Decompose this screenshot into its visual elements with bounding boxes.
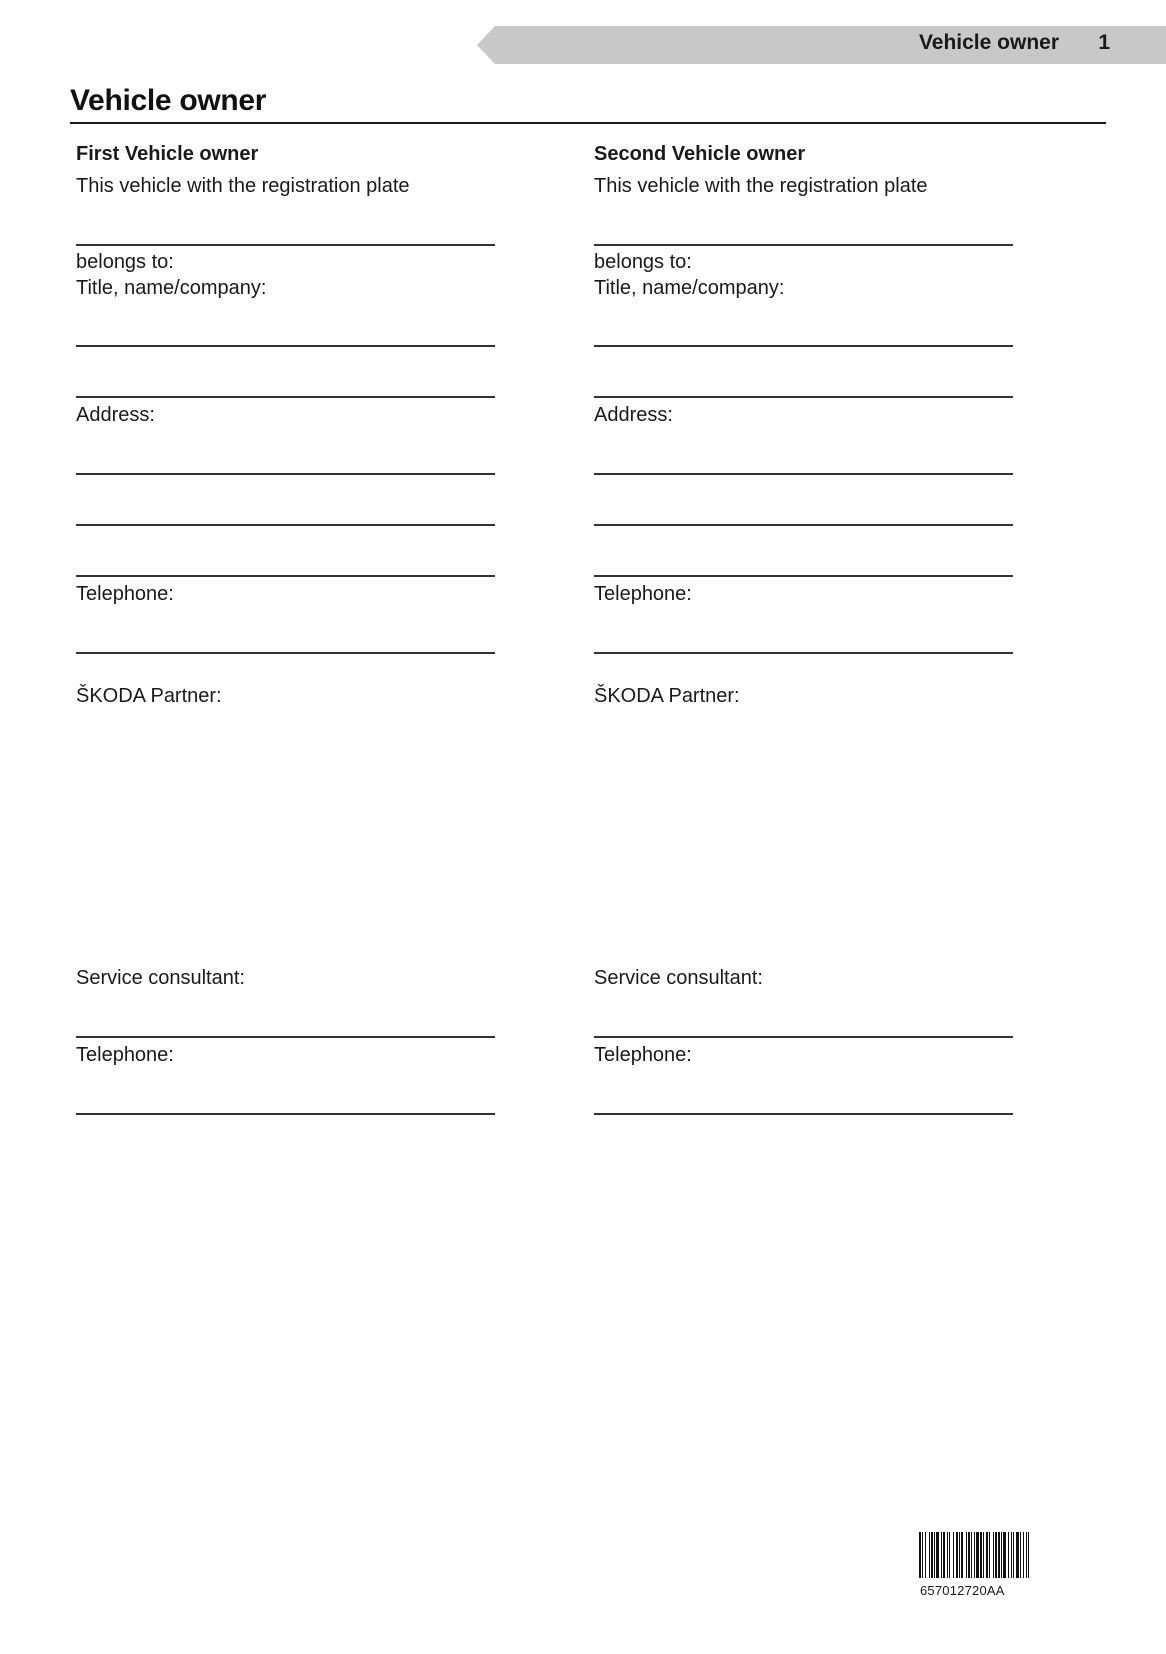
name-company-field[interactable] xyxy=(76,396,495,398)
telephone-field[interactable] xyxy=(76,652,495,654)
address-field[interactable] xyxy=(594,575,1013,577)
telephone-label: Telephone: xyxy=(594,583,692,605)
plate-intro: This vehicle with the registration plate xyxy=(594,175,928,197)
name-company-label: Title, name/company: xyxy=(76,277,267,299)
registration-plate-field[interactable] xyxy=(76,244,495,246)
address-field[interactable] xyxy=(76,524,495,526)
consultant-telephone-label: Telephone: xyxy=(76,1044,174,1066)
registration-plate-field[interactable] xyxy=(594,244,1013,246)
header-page-number: 1 xyxy=(1098,31,1110,54)
first-owner-section xyxy=(76,0,496,1654)
service-consultant-label: Service consultant: xyxy=(76,967,245,989)
name-company-label: Title, name/company: xyxy=(594,277,785,299)
address-field[interactable] xyxy=(76,473,495,475)
second-owner-section xyxy=(594,0,1014,1654)
header-section-title: Vehicle owner xyxy=(918,31,1059,54)
address-field[interactable] xyxy=(594,524,1013,526)
barcode-image xyxy=(919,1532,1077,1578)
address-field[interactable] xyxy=(594,473,1013,475)
owner-heading: Second Vehicle owner xyxy=(594,143,806,165)
address-label: Address: xyxy=(594,404,673,426)
service-consultant-label: Service consultant: xyxy=(594,967,763,989)
service-consultant-field[interactable] xyxy=(76,1036,495,1038)
telephone-field[interactable] xyxy=(594,652,1013,654)
service-consultant-field[interactable] xyxy=(594,1036,1013,1038)
address-field[interactable] xyxy=(76,575,495,577)
consultant-telephone-label: Telephone: xyxy=(594,1044,692,1066)
consultant-telephone-field[interactable] xyxy=(76,1113,495,1115)
name-company-field[interactable] xyxy=(594,396,1013,398)
belongs-to-label: belongs to: xyxy=(594,251,692,273)
name-company-field[interactable] xyxy=(76,345,495,347)
page-title: Vehicle owner xyxy=(70,84,267,117)
barcode-number: 657012720AA xyxy=(920,1583,1005,1598)
address-label: Address: xyxy=(76,404,155,426)
partner-label: ŠKODA Partner: xyxy=(76,685,222,707)
owner-heading: First Vehicle owner xyxy=(76,143,259,165)
telephone-label: Telephone: xyxy=(76,583,174,605)
plate-intro: This vehicle with the registration plate xyxy=(76,175,410,197)
consultant-telephone-field[interactable] xyxy=(594,1113,1013,1115)
name-company-field[interactable] xyxy=(594,345,1013,347)
partner-label: ŠKODA Partner: xyxy=(594,685,740,707)
belongs-to-label: belongs to: xyxy=(76,251,174,273)
